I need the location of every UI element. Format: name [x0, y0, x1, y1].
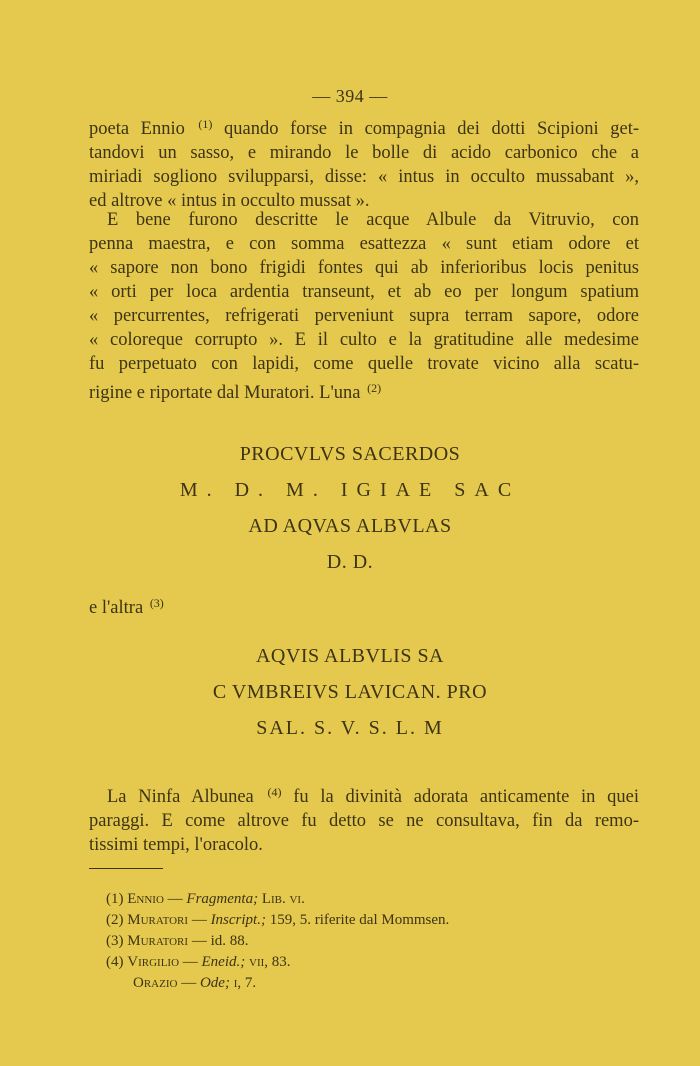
- inscription-line: PROCVLVS SACERDOS: [239, 443, 461, 465]
- paragraph-3: [89, 780, 639, 857]
- text-line: ed altrove « intus in occulto mussat ».: [89, 191, 370, 211]
- footnote: (3) Muratori — id. 88.: [106, 933, 249, 949]
- inscription-2: [0, 638, 700, 746]
- text-line: rigine e riportate dal Muratori. L'una $^{(2)}$: [89, 381, 382, 403]
- inscription-line: SAL. S. V. S. L. M: [256, 717, 444, 739]
- footnote: (2) Muratori — Inscript.; 159, 5. riferite dal Mommsen.: [106, 912, 450, 928]
- footnote-ref: (2): [367, 381, 382, 395]
- paragraph-1: [89, 112, 639, 213]
- text-line: miriadi sogliono svilupparsi, disse: « intus in occulto mussabant »,: [89, 167, 639, 187]
- text-line: E bene furono descritte le acque Albule da Vitruvio, con: [107, 210, 639, 230]
- text-line: « percurrentes, refrigerati perveniunt supra terram sapore, odore: [89, 306, 639, 326]
- text-line: poeta Ennio $^{(1)}$ quando forse in compagnia dei dotti Scipioni get-: [89, 117, 639, 139]
- text-line: tandovi un sasso, e mirando le bolle di acido carbonico che a: [89, 143, 639, 163]
- altra-text: e l'altra $^{(3)}$: [89, 596, 164, 618]
- footnote: (4) Virgilio — Eneid.; vii, 83.: [106, 954, 291, 970]
- text-line: « coloreque corrupto ». E il culto e la gratitudine alle medesime: [89, 330, 639, 350]
- inscription-line: AQVIS ALBVLIS SA: [255, 645, 445, 667]
- inscription-1: [0, 436, 700, 580]
- text-line: fu perpetuato con lapidi, come quelle trovate vicino alla scatu-: [89, 354, 639, 374]
- page-number: — 394 —: [312, 86, 388, 106]
- inscription-line: D. D.: [326, 551, 374, 573]
- text-line: « orti per loca ardentia transeunt, et ab eo per longum spatium: [89, 282, 639, 302]
- inscription-line: M. D. M. IGIAE SAC: [179, 479, 521, 501]
- footnote-rule: [89, 868, 163, 869]
- paragraph-2: [89, 208, 639, 405]
- text-line: penna maestra, e con somma esattezza « sunt etiam odore et: [89, 234, 639, 254]
- footnote-ref: (4): [267, 785, 282, 799]
- text-line: « sapore non bono frigidi fontes qui ab inferioribus locis penitus: [89, 258, 639, 278]
- text-line: paraggi. E come altrove fu detto se ne consultava, fin da remo-: [89, 811, 639, 831]
- footnote-ref: (3): [149, 596, 164, 610]
- inscription-line: C VMBREIVS LAVICAN. PRO: [212, 681, 488, 703]
- text-line: La Ninfa Albunea $^{(4)}$ fu la divinità adorata anticamente in quei: [107, 785, 640, 807]
- footnote: Orazio — Ode; i, 7.: [133, 975, 257, 991]
- inscription-line: AD AQVAS ALBVLAS: [248, 515, 452, 537]
- footnote-ref: (1): [198, 117, 213, 131]
- footnotes: [106, 889, 449, 994]
- text-line: tissimi tempi, l'oracolo.: [89, 835, 263, 855]
- footnote: (1) Ennio — Fragmenta; Lib. vi.: [106, 891, 305, 907]
